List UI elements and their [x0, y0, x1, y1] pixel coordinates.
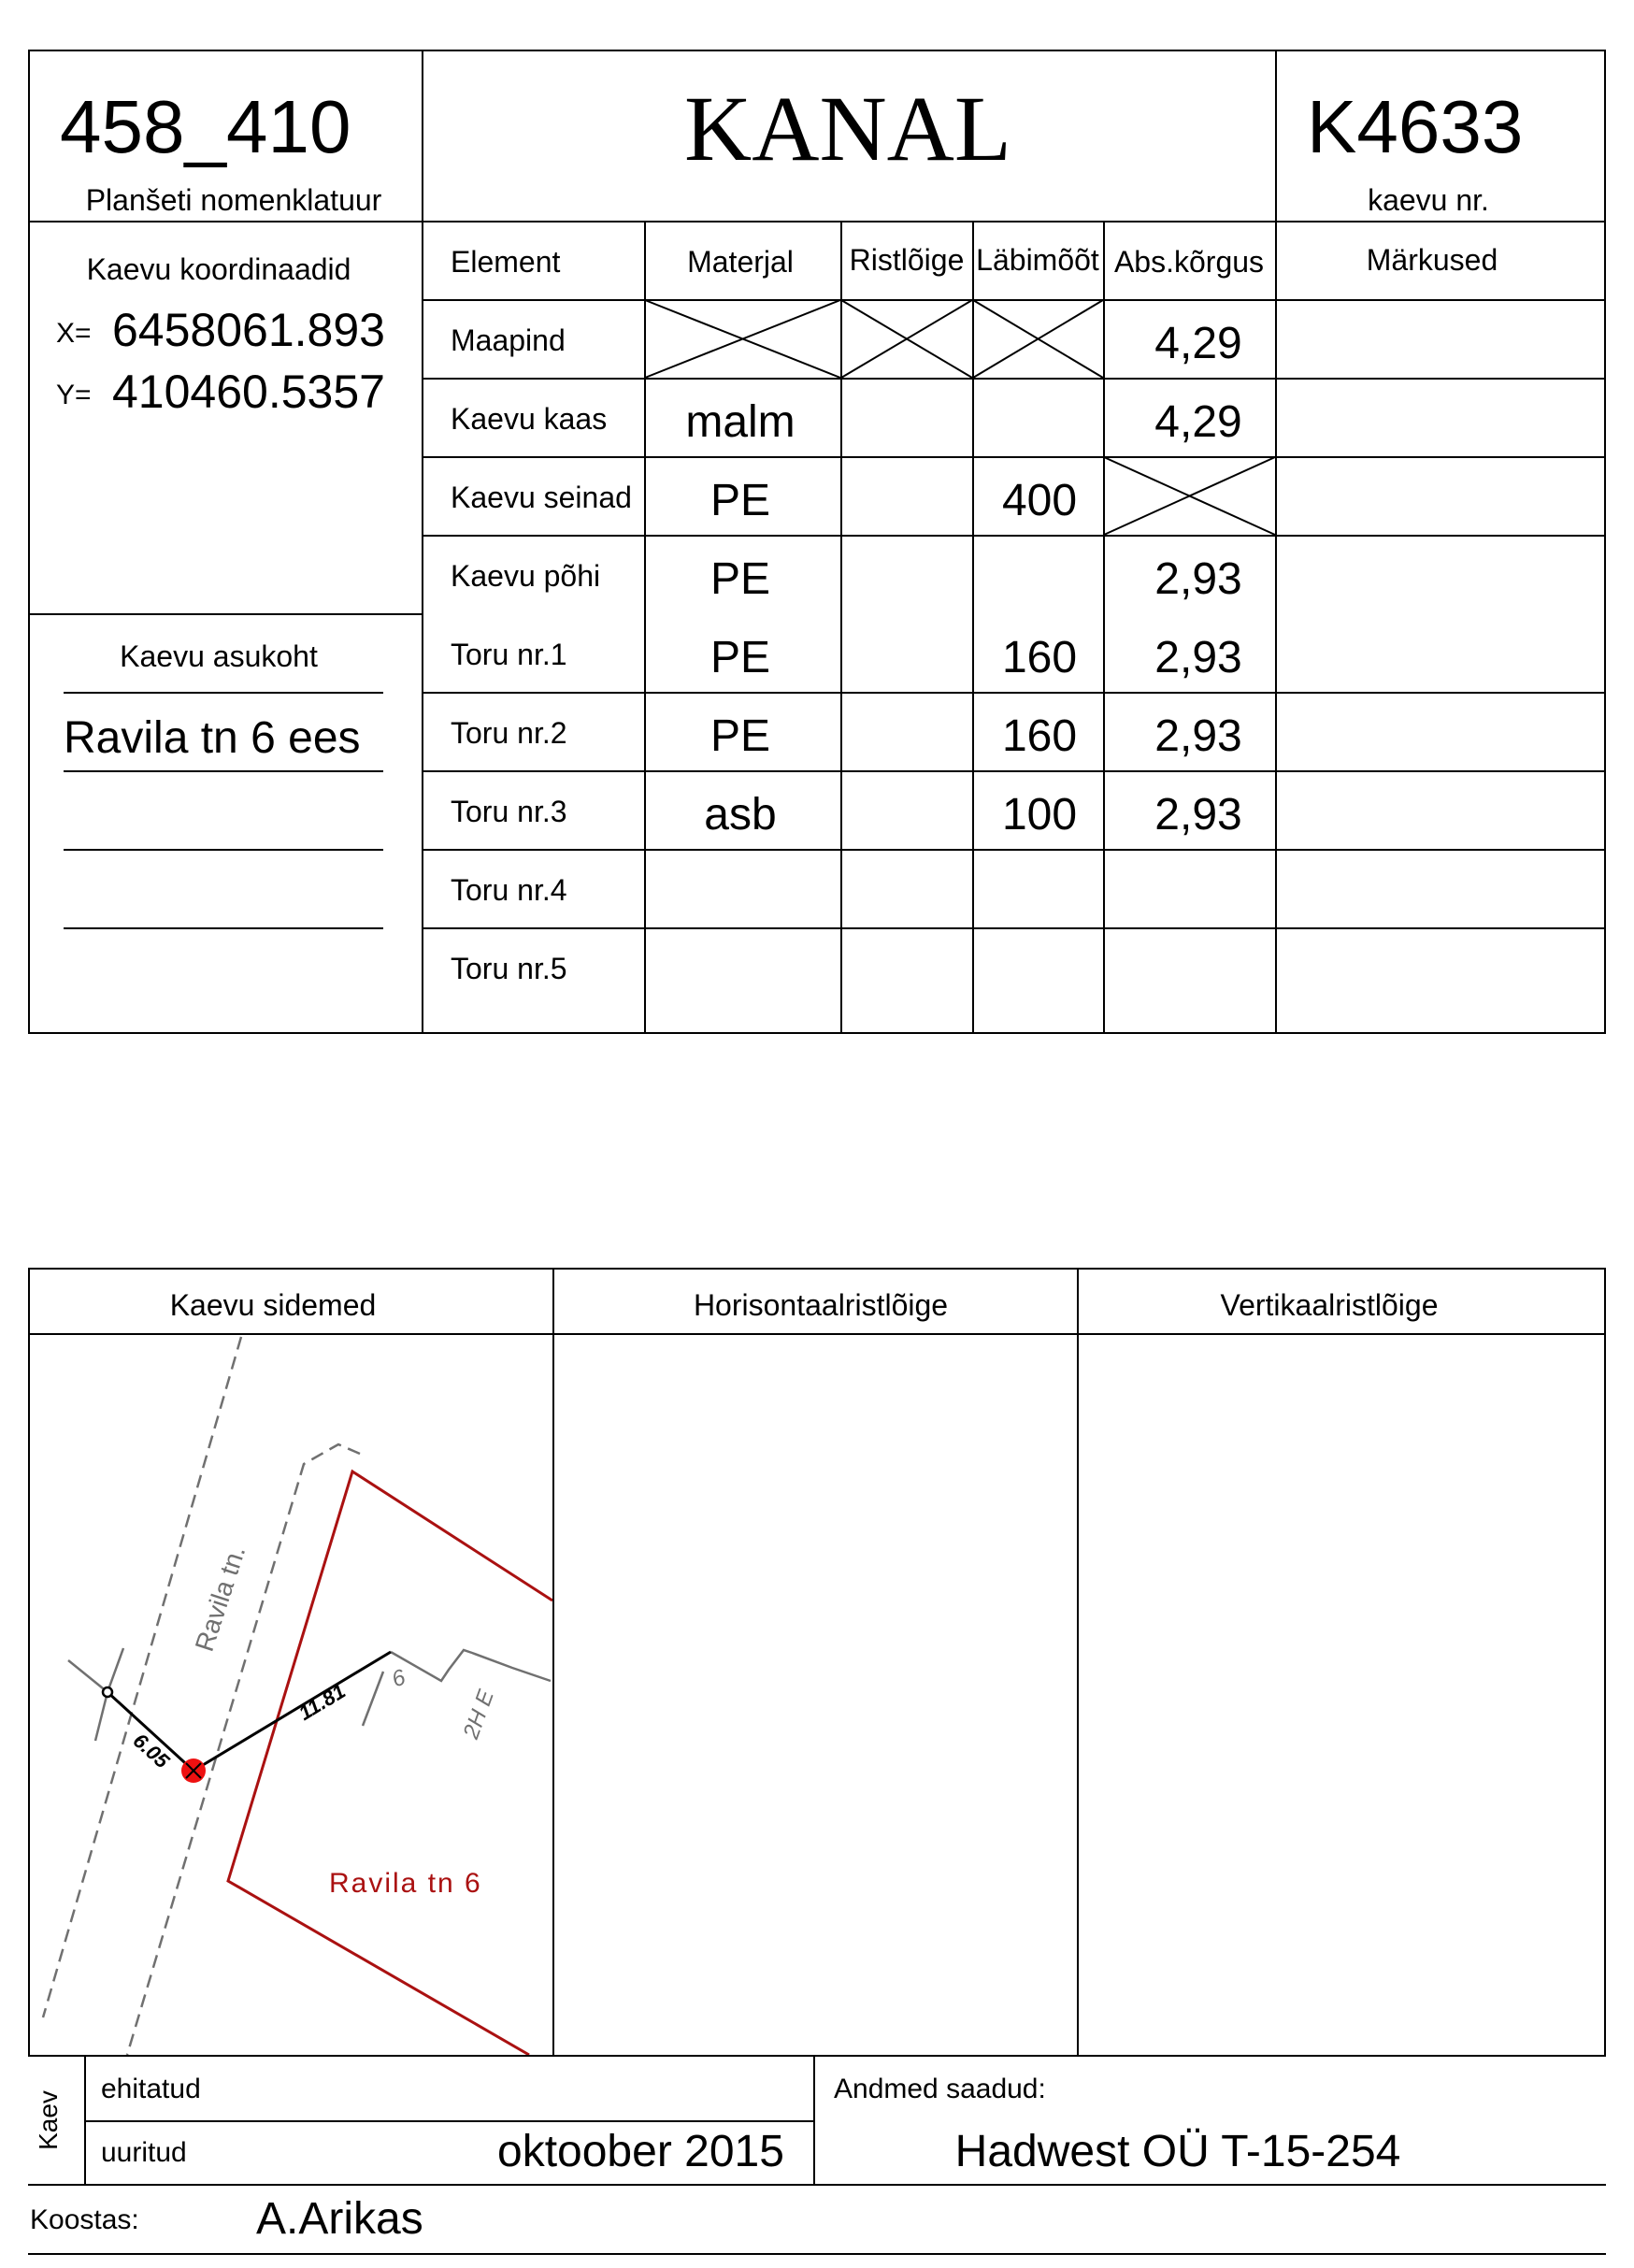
distance-label: 6.05: [128, 1729, 175, 1773]
well-number-label: kaevu nr.: [1368, 183, 1489, 217]
row-height: 2,93: [1154, 790, 1242, 840]
author-label: Koostas:: [30, 2204, 139, 2235]
row-material: malm: [685, 397, 796, 447]
row-element: Toru nr.2: [451, 716, 567, 750]
y-label: Y=: [56, 380, 92, 410]
row-material: PE: [710, 633, 771, 682]
location-line: [64, 927, 383, 929]
street-label: Ravila tn.: [189, 1542, 251, 1656]
building-outline: [228, 1471, 552, 2055]
row-material: PE: [710, 711, 771, 761]
page-title: KANAL: [684, 77, 1011, 180]
row-element: Toru nr.1: [451, 638, 567, 671]
building-label: Ravila tn 6: [329, 1868, 482, 1899]
row-height: 4,29: [1154, 319, 1242, 368]
well-marker-icon: [181, 1758, 206, 1783]
side-label: Kaev: [34, 2090, 63, 2150]
row-height: 4,29: [1154, 397, 1242, 447]
house-number-label: 6: [388, 1664, 409, 1693]
data-source-label: Andmed saadud:: [834, 2074, 1046, 2104]
row-material: PE: [710, 476, 771, 525]
row-element: Toru nr.4: [451, 873, 567, 907]
panel-title-connections: Kaevu sidemed: [169, 1288, 377, 1322]
surveyed-label: uuritud: [101, 2137, 187, 2168]
author-value: A.Arikas: [256, 2194, 423, 2244]
header-notes: Märkused: [1366, 243, 1498, 277]
row-element: Toru nr.5: [451, 952, 567, 985]
neighbour-building-outline: [391, 1650, 551, 1681]
header-height: Abs.kõrgus: [1113, 245, 1265, 279]
header-section: Ristlõige: [849, 243, 965, 277]
x-coordinate: 6458061.893: [112, 304, 385, 356]
building-code-label: 2H E: [458, 1687, 500, 1743]
street-edge-line: [43, 1337, 241, 2017]
y-coordinate: 410460.5357: [112, 366, 385, 418]
location-label: Kaevu asukoht: [120, 639, 318, 673]
location-value: Ravila tn 6 ees: [64, 713, 361, 763]
row-diameter: 100: [1001, 790, 1078, 840]
distance-label: 11.81: [294, 1679, 350, 1726]
built-label: ehitatud: [101, 2074, 201, 2104]
coordinates-label: Kaevu koordinaadid: [86, 252, 351, 286]
location-line: [64, 849, 383, 851]
nomenclature-number: 458_410: [60, 85, 351, 168]
row-element: Kaevu seinad: [451, 481, 632, 514]
row-material: PE: [710, 554, 771, 604]
location-line: [64, 692, 383, 694]
reference-point-icon: [68, 1648, 123, 1741]
panel-title-horizontal: Horisontaalristlõige: [693, 1288, 949, 1322]
surveyed-date: oktoober 2015: [497, 2127, 784, 2176]
header-material: Materjal: [687, 245, 794, 279]
x-label: X=: [56, 318, 92, 349]
nomenclature-label: Planšeti nomenklatuur: [85, 183, 382, 217]
row-height: 2,93: [1154, 711, 1242, 761]
neighbour-building-line: [363, 1672, 383, 1726]
header-diameter: Läbimõõt: [976, 243, 1099, 277]
row-element: Kaevu põhi: [451, 559, 601, 593]
row-element: Kaevu kaas: [451, 402, 608, 436]
row-diameter: 160: [1001, 711, 1078, 761]
header-element: Element: [451, 245, 561, 279]
well-number: K4633: [1307, 85, 1524, 168]
data-source-value: Hadwest OÜ T-15-254: [954, 2127, 1401, 2176]
row-element: Maapind: [451, 323, 566, 357]
row-element: Toru nr.3: [451, 795, 567, 828]
row-material: asb: [704, 790, 777, 840]
location-line: [64, 770, 383, 772]
row-height: 2,93: [1154, 633, 1242, 682]
panel-title-vertical: Vertikaalristlõige: [1220, 1288, 1439, 1322]
row-height: 2,93: [1154, 554, 1242, 604]
row-diameter: 160: [1001, 633, 1078, 682]
row-diameter: 400: [1001, 476, 1078, 525]
